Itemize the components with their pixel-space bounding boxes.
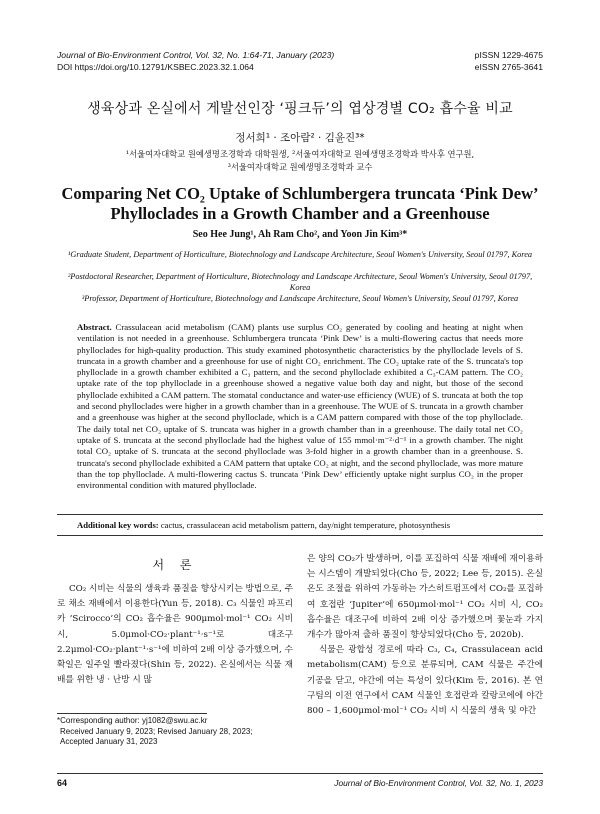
keywords-text: cactus, crassulacean acid metabolism pattern, day/night temperature, photosynthesis [160, 520, 451, 530]
abstract-label: Abstract. [77, 322, 112, 332]
pissn: pISSN 1229-4675 [474, 50, 543, 60]
abstract [77, 322, 523, 491]
intro-paragraph-1: CO₂ 시비는 식물의 생육과 품질을 향상시키는 방법으로, 주로 채소 재배에서 이용한다(Yun 등, 2018). C₃ 식물인 파프리카 ‘Scirocco’의 CO₂ 흡수율은 900μmol·mol⁻¹ CO₂ 시비 시, 5.0μmol·CO₂·plant⁻¹·s⁻¹로 대조구 2.2μmol·CO₂·plant⁻¹·s⁻¹에 비하여 2배 이상 증가했으며, 수확일은 일주일 빨라졌다(Shin 등, 2022). 온실에서는 식물 재배를 위한 냉 · 난방 시 많 [57, 584, 293, 686]
korean-title: 생육상과 온실에서 게발선인장 ‘핑크듀’의 엽상경별 CO₂ 흡수율 비교 [87, 101, 513, 117]
keywords-label: Additional key words: [77, 520, 159, 530]
accepted-date: Accepted January 31, 2023 [60, 737, 158, 747]
page-number: 64 [57, 778, 68, 788]
footnote [57, 716, 297, 748]
section-title-introduction: 서 론 [152, 558, 198, 572]
divider-bottom [57, 535, 543, 536]
keywords [77, 520, 523, 530]
korean-affiliation-2: ³서울여자대학교 원예생명조경학과 교수 [227, 162, 373, 172]
issn-block [475, 50, 543, 73]
korean-authors: 정서희¹ · 조아람² · 김윤진³* [235, 132, 365, 144]
intro-paragraph-1-cont: 은 양의 CO₂가 발생하며, 이를 포집하여 식물 재배에 재이용하는 시스템이 개발되었다(Cho 등, 2022; Lee 등, 2015). 온실 온도 조절을 위하여 가동하는 가스히트펌프에서 CO₂를 포집하여 호접란 ‘Jupiter’에 650μmol·mol⁻¹ CO₂ 시비 시, CO₂ 흡수율은 대조구에 비하여 2배 이상 증가했으며 꽃눈과 가지 개수가 많아져 출하 품질이 향상되었다(Cho 등, 2020b). [307, 554, 543, 641]
left-column [57, 582, 293, 688]
journal-header [57, 50, 334, 73]
footnote-divider [57, 713, 207, 714]
right-column [307, 552, 543, 719]
footer-journal: Journal of Bio-Environment Control, Vol. 32, No. 1, 2023 [334, 778, 543, 788]
english-title-line2: Phylloclades in a Growth Chamber and a Greenhouse [110, 204, 490, 223]
english-affiliation-3: ³Professor, Department of Horticulture, Biotechnology and Landscape Architecture, Seoul Women's University, Seoul 01797, Korea [81, 294, 519, 303]
english-affiliation-2: ²Postdoctoral Researcher, Department of Horticulture, Biotechnology and Landscape Architecture, Seoul Women's University, Seoul 01797, Korea [67, 272, 533, 292]
english-authors: Seo Hee Jung¹, Ah Ram Cho², and Yoon Jin Kim³* [192, 229, 408, 240]
corresponding-author: *Corresponding author: yj1082@swu.ac.kr [57, 716, 208, 725]
english-affiliation-1: ¹Graduate Student, Department of Horticulture, Biotechnology and Landscape Architecture, Seoul Women's University, Seoul 01797, Korea [67, 250, 533, 259]
divider-top [57, 514, 543, 515]
english-title-line1: Comparing Net CO₂ Uptake of Schlumbergera truncata ‘Pink Dew’ [61, 184, 539, 203]
received-dates: Received January 9, 2023; Revised January 28, 2023; [60, 726, 253, 736]
english-title [0, 184, 600, 224]
journal-citation: Journal of Bio-Environment Control, Vol. 32, No. 1:64-71, January (2023) [57, 50, 335, 60]
abstract-text: Crassulacean acid metabolism (CAM) plants use surplus CO₂ generated by cooling and heating at night when ventilation is not needed in a greenhouse. Schlumbergera truncata ‘Pink Dew’ is a multi-flowering cactus that needs more phylloclades for high-quality production. This study examined photosynthetic characteristics by the phylloclade levels of S. truncata in a growth chamber and a greenhouse for use of night CO₂ enrichment. The CO₂ uptake rate of the S. truncata's top phylloclade in a growth chamber exhibited a C₃ pattern, and the second phylloclade exhibited a C₃-CAM pattern. The CO₂ uptake rate of the top phylloclade in a greenhouse showed a negative value both day and night, but those of the second phylloclade exhibited a CAM pattern. The stomatal conductance and water-use efficiency (WUE) of S. truncata at both the top and second phylloclades were higher in a growth chamber than in a greenhouse. The WUE of S. truncata in a growth chamber and a greenhouse was higher at the second phylloclade, which is a CAM pattern compared with those of the top phylloclade. The daily total net CO₂ uptake of S. truncata was higher in a growth chamber than in a greenhouse. The daily total net CO₂ uptake of S. truncata at the second phylloclade had the highest value of 155 mmol·m⁻²·d⁻¹ in a growth chamber. The night total CO₂ uptake of S. truncata at the second phylloclade was 3-fold higher in a growth chamber than in a greenhouse. S. truncata's second phylloclade exhibited a CAM pattern that uptake CO₂ at night, and the second phylloclade, was more mature than the top phylloclade. A multi-flowering cactus S. truncata ‘Pink Dew’ efficiently uptake night surplus CO₂ in the proper environmental condition with matured phylloclade. [77, 322, 523, 491]
korean-affiliation-1: ¹서울여자대학교 원예생명조경학과 대학원생, ²서울여자대학교 원예생명조경학과 박사후 연구원, [125, 149, 475, 159]
doi-line[interactable]: DOI https://doi.org/10.12791/KSBEC.2023.32.1.064 [57, 61, 254, 72]
eissn: eISSN 2765-3641 [474, 61, 543, 72]
footer-divider [57, 773, 543, 774]
intro-paragraph-2: 식물은 광합성 경로에 따라 C₃, C₄, Crassulacean acid metabolism(CAM) 등으로 분류되며, CAM 식물은 주간에 기공을 닫고, 야간에 여는 특성이 있다(Kim 등, 2016). 본 연구팀의 이전 연구에서 CAM 식물인 호접란과 칼랑코에에 야간 800 – 1,600μmol·mol⁻¹ CO₂ 시비 시 식물의 생육 및 야간 [307, 645, 543, 717]
